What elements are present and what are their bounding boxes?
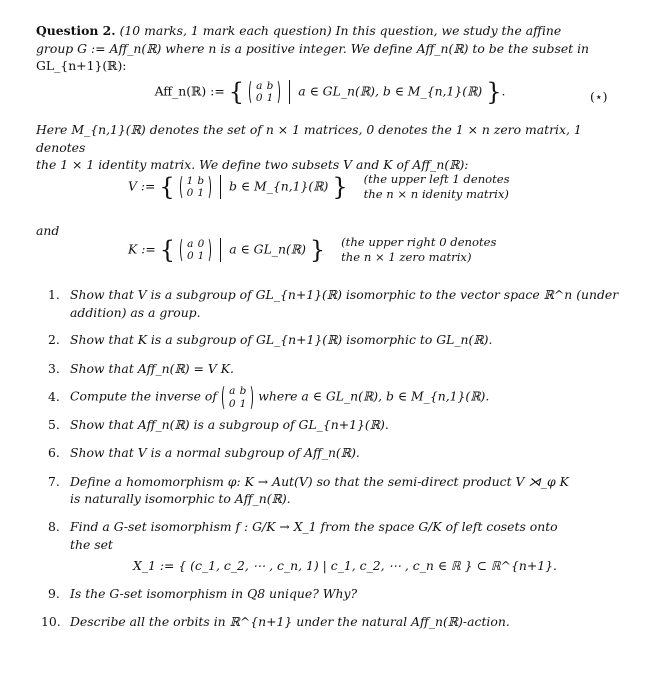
item-number: 8. bbox=[48, 519, 60, 534]
v-note bbox=[364, 172, 510, 202]
item-number: 4. bbox=[48, 389, 60, 404]
item-number: 2. bbox=[48, 332, 60, 348]
matrix-entry: 0 bbox=[228, 397, 236, 410]
v-note-line-2: the n × n idenity matrix) bbox=[363, 187, 509, 202]
here-line-1: Here M_{n,1}(ℝ) denotes the set of n × 1 matrices, 0 denotes the 1 × n zero matrix, 1 denotes bbox=[36, 122, 582, 155]
item-text: addition) as a group. bbox=[70, 304, 201, 320]
matrix-entry: 0 bbox=[186, 187, 194, 200]
item-text: where a ∈ GL_n(ℝ), b ∈ M_{n,1}(ℝ). bbox=[258, 389, 490, 404]
divider-bar bbox=[289, 80, 290, 104]
question-label: Question 2. bbox=[36, 23, 116, 38]
item-text: Show that Aff_n(ℝ) = V K. bbox=[70, 360, 234, 376]
item-text: is naturally isomorphic to Aff_n(ℝ). bbox=[70, 491, 291, 507]
list-item bbox=[48, 385, 620, 409]
v-lhs: V := bbox=[128, 178, 156, 194]
left-brace-icon: { bbox=[159, 236, 175, 265]
aff-matrix bbox=[250, 80, 279, 104]
list-item bbox=[41, 613, 620, 631]
x1-definition: X_1 := { (c_1, c_2, ⋯ , c_n, 1) | c_1, c_2, ⋯ , c_n ∈ ℝ } ⊂ ℝ^{n+1}. bbox=[133, 558, 557, 574]
left-brace-icon: { bbox=[159, 173, 175, 202]
list-item bbox=[48, 416, 620, 434]
question-list bbox=[41, 286, 620, 631]
intro-line-2: group G := Aff_n(ℝ) where n is a positive integer. We define Aff_n(ℝ) to be the subset in bbox=[36, 40, 590, 56]
matrix-entry: 1 bbox=[239, 397, 247, 410]
k-definition bbox=[128, 235, 496, 265]
item-text: Show that Aff_n(ℝ) is a subgroup of GL_{n+1}(ℝ). bbox=[70, 416, 389, 432]
item-text: Compute the inverse of bbox=[70, 389, 217, 404]
right-brace-icon: } bbox=[309, 236, 326, 265]
item-text: Show that K is a subgroup of GL_{n+1}(ℝ) isomorphic to GL_n(ℝ). bbox=[70, 332, 493, 348]
v-definition bbox=[128, 172, 510, 202]
item-text: Show that V is a subgroup of GL_{n+1}(ℝ) isomorphic to the vector space ℝ^n (under bbox=[70, 287, 619, 302]
item-text: Find a G-set isomorphism f : G/K → X_1 from the space G/K of left cosets onto bbox=[70, 519, 558, 534]
matrix-entry: 0 bbox=[255, 92, 263, 105]
aff-condition: a ∈ GL_n(ℝ), b ∈ M_{n,1}(ℝ) bbox=[298, 83, 483, 99]
item-number: 9. bbox=[48, 585, 60, 601]
and-word: and bbox=[36, 223, 60, 238]
matrix-entry: 1 bbox=[197, 187, 205, 200]
matrix-entry: 0 bbox=[186, 250, 194, 263]
right-brace-icon: } bbox=[486, 78, 502, 107]
matrix-entry: a bbox=[229, 385, 236, 398]
item-number: 6. bbox=[48, 445, 60, 461]
list-item bbox=[48, 585, 620, 603]
aff-tag: (⋆) bbox=[590, 89, 608, 104]
k-matrix bbox=[181, 238, 210, 262]
matrix-entry: a bbox=[256, 80, 263, 92]
v-condition: b ∈ M_{n,1}(ℝ) bbox=[228, 178, 329, 194]
k-note bbox=[341, 235, 496, 265]
matrix-entry: b bbox=[197, 175, 205, 187]
list-item bbox=[48, 360, 620, 378]
right-brace-icon: } bbox=[332, 173, 348, 202]
v-note-line-1: (the upper left 1 denotes bbox=[363, 172, 510, 186]
list-item bbox=[48, 286, 620, 321]
matrix-entry: b bbox=[239, 385, 247, 398]
left-brace-icon: { bbox=[228, 78, 244, 107]
divider-bar bbox=[220, 238, 221, 262]
item-number: 1. bbox=[48, 287, 60, 302]
matrix-entry: b bbox=[266, 80, 274, 92]
matrix-entry: 1 bbox=[266, 92, 274, 105]
k-note-line-1: (the upper right 0 denotes bbox=[341, 235, 497, 249]
k-note-line-2: the n × 1 zero matrix) bbox=[341, 250, 472, 265]
item-number: 3. bbox=[48, 360, 60, 376]
k-condition: a ∈ GL_n(ℝ) bbox=[229, 241, 306, 257]
matrix-entry: 0 bbox=[197, 238, 205, 250]
question-intro bbox=[36, 22, 616, 75]
k-lhs: K := bbox=[128, 241, 156, 257]
aff-definition: Aff_n(ℝ) := { a b 0 1 a ∈ GL_n(ℝ), b ∈ M_{n,1}(ℝ) }. bbox=[154, 78, 506, 107]
here-line-2: the 1 × 1 identity matrix. We define two subsets V and K of Aff_n(ℝ): bbox=[36, 157, 469, 173]
matrix-entry: a bbox=[187, 238, 194, 250]
item-number: 5. bbox=[48, 416, 60, 432]
list-item bbox=[48, 444, 620, 462]
intro-line-1: (10 marks, 1 mark each question) In this question, we study the affine bbox=[119, 23, 562, 38]
item-text: Show that V is a normal subgroup of Aff_n(ℝ). bbox=[70, 445, 360, 461]
item-number: 7. bbox=[48, 473, 60, 489]
intro-line-3: GL_{n+1}(ℝ): bbox=[36, 58, 127, 74]
list-item bbox=[48, 331, 620, 349]
divider-bar bbox=[220, 175, 221, 199]
matrix-entry: 1 bbox=[186, 175, 194, 187]
here-paragraph bbox=[36, 121, 616, 174]
v-matrix bbox=[181, 175, 210, 199]
list-item bbox=[48, 518, 620, 575]
list-item bbox=[48, 473, 620, 508]
matrix-entry: 1 bbox=[197, 250, 205, 263]
item-text: Define a homomorphism φ: K → Aut(V) so that the semi-direct product V ⋊_φ K bbox=[70, 473, 569, 489]
inverse-matrix bbox=[223, 385, 252, 409]
aff-lhs: Aff_n(ℝ) := bbox=[154, 83, 225, 99]
item-text: Is the G-set isomorphism in Q8 unique? Why? bbox=[70, 585, 358, 601]
item-text: the set bbox=[70, 536, 113, 552]
item-number: 10. bbox=[41, 614, 61, 630]
item-text: Describe all the orbits in ℝ^{n+1} under the natural Aff_n(ℝ)-action. bbox=[70, 614, 510, 630]
